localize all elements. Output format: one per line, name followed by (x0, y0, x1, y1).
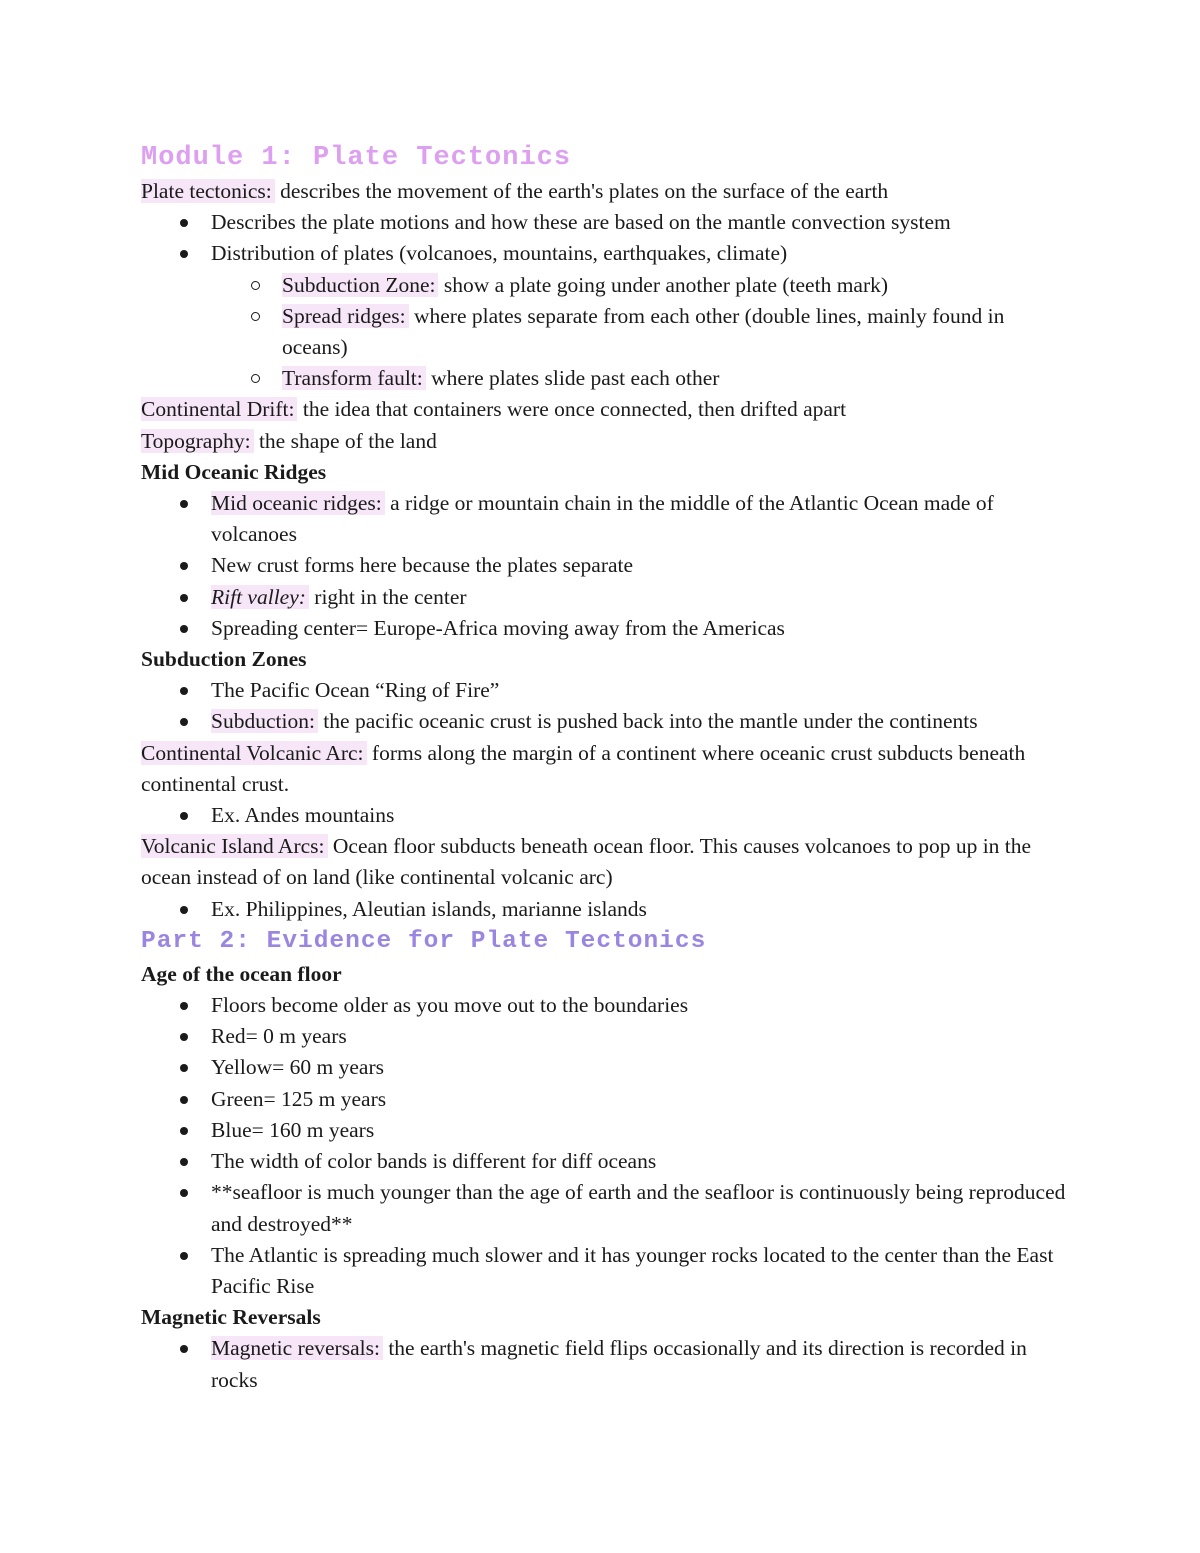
list-item (141, 1333, 1071, 1395)
term-highlight: Subduction: (211, 709, 318, 733)
section-heading-mid-oceanic: Mid Oceanic Ridges (141, 459, 327, 484)
list-item: The Atlantic is spreading much slower and it has younger rocks located to the center than the East Pacific Rise (141, 1240, 1071, 1302)
term-highlight: Volcanic Island Arcs: (141, 834, 328, 858)
definition-text: Ocean floor subducts beneath ocean floor. This causes volcanoes to pop up in the ocean instead of on land (like continental volcanic arc) (141, 834, 1032, 890)
list-item: Floors become older as you move out to the boundaries (141, 990, 1071, 1021)
sub-list-item (141, 363, 1071, 394)
definition-text: the earth's magnetic field flips occasionally and its direction is recorded in rocks (211, 1336, 1027, 1392)
section-heading-age-ocean-floor: Age of the ocean floor (141, 961, 342, 986)
term-highlight: Continental Drift: (141, 397, 297, 421)
list-item: Spreading center= Europe-Africa moving away from the Americas (141, 613, 1071, 644)
list-item: The width of color bands is different for diff oceans (141, 1146, 1071, 1177)
term-highlight: Transform fault: (282, 366, 426, 390)
list-item: Red= 0 m years (141, 1021, 1071, 1052)
definition-text: forms along the margin of a continent where oceanic crust subducts beneath continental crust. (141, 740, 1026, 796)
list-item: New crust forms here because the plates separate (141, 550, 1071, 581)
section-heading-subduction-zones: Subduction Zones (141, 647, 307, 672)
list-item: The Pacific Ocean “Ring of Fire” (141, 675, 1071, 706)
definition-text: the pacific oceanic crust is pushed back into the mantle under the continents (317, 709, 978, 734)
part-title: Part 2: Evidence for Plate Tectonics (141, 927, 707, 955)
definition-text: the shape of the land (253, 428, 437, 453)
definition-text: show a plate going under another plate (teeth mark) (438, 272, 889, 297)
definition-continental-volcanic-arc (141, 738, 1051, 800)
term-highlight: Plate tectonics: (141, 179, 275, 203)
list-item: Green= 125 m years (141, 1084, 1071, 1115)
definition-plate-tectonics (141, 176, 1071, 207)
list-item: Distribution of plates (volcanoes, mountains, earthquakes, climate) (141, 238, 1071, 269)
list-item: Ex. Andes mountains (141, 800, 1071, 831)
sub-list-item (141, 301, 1072, 363)
term-highlight: Rift valley: (211, 585, 309, 609)
definition-text: describes the movement of the earth's plates on the surface of the earth (274, 179, 889, 203)
list-item (141, 582, 1071, 613)
term-highlight: Spread ridges: (282, 304, 409, 328)
list-item: **seafloor is much younger than the age of earth and the seafloor is continuously being reproduced and destroyed** (141, 1177, 1071, 1239)
definition-continental-drift (141, 394, 1071, 425)
module-title: Module 1: Plate Tectonics (141, 143, 572, 173)
definition-text: where plates slide past each other (425, 366, 720, 391)
list-item (141, 706, 1071, 737)
definition-text: where plates separate from each other (double lines, mainly found in oceans) (282, 303, 1005, 360)
definition-text: the idea that containers were once connected, then drifted apart (297, 397, 847, 422)
definition-text: a ridge or mountain chain in the middle of the Atlantic Ocean made of volcanoes (211, 491, 994, 547)
list-item: Describes the plate motions and how these are based on the mantle convection system (141, 207, 1071, 238)
notes-content (141, 138, 1071, 1396)
section-heading-magnetic-reversals: Magnetic Reversals (141, 1305, 321, 1330)
list-item: Ex. Philippines, Aleutian islands, marianne islands (141, 894, 1071, 925)
definition-topography (141, 426, 1071, 457)
list-item: Blue= 160 m years (141, 1115, 1071, 1146)
term-highlight: Subduction Zone: (282, 273, 438, 297)
term-highlight: Continental Volcanic Arc: (141, 741, 367, 765)
definition-volcanic-island-arcs (141, 831, 1061, 893)
list-item: Yellow= 60 m years (141, 1052, 1071, 1083)
term-highlight: Mid oceanic ridges: (211, 491, 385, 515)
list-item (141, 488, 1071, 550)
sub-list-item (141, 270, 1071, 301)
definition-text: right in the center (308, 584, 467, 609)
term-highlight: Topography: (141, 429, 254, 453)
term-highlight: Magnetic reversals: (211, 1336, 383, 1360)
